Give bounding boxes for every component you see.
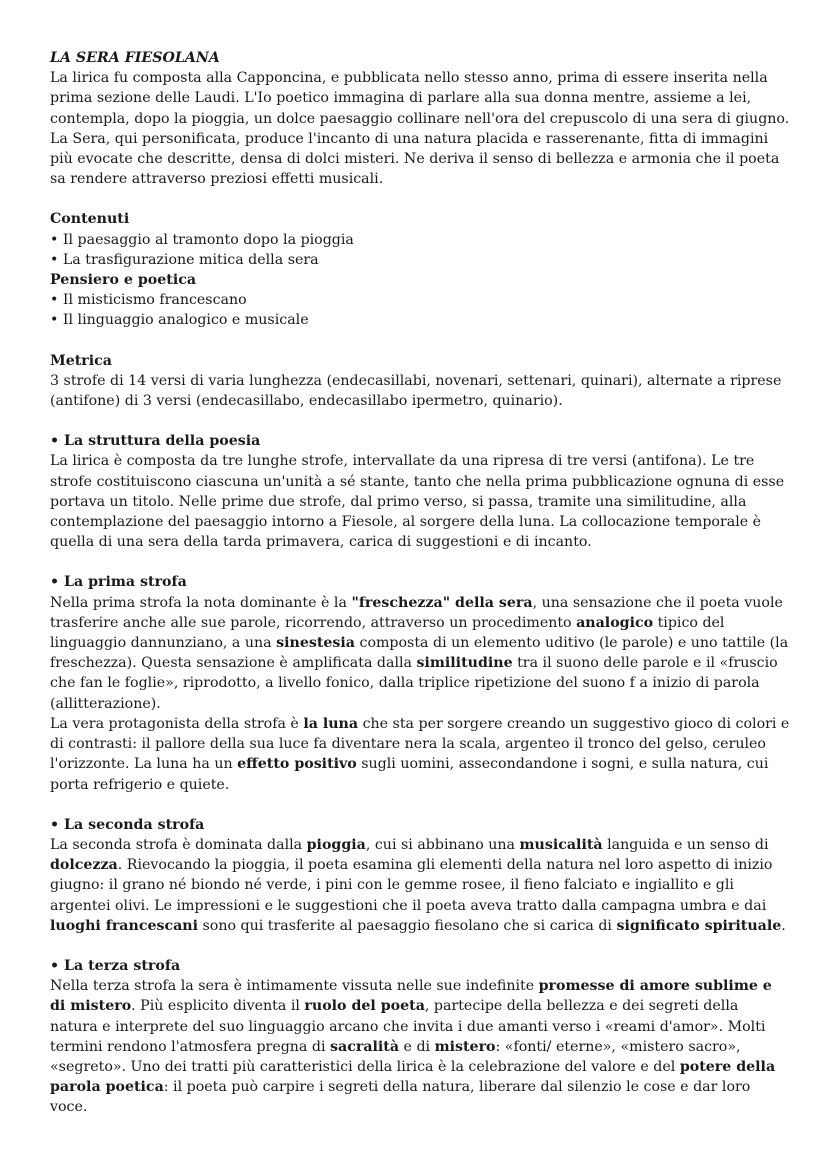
contenuti-list: [50, 230, 790, 270]
struttura-heading: • La struttura della poesia: [50, 433, 261, 450]
terza-strofa-paragraph: Nella terza strofa la sera è intimamente vissuta nelle sue indefinite promesse di amore sublime e di mistero. Più esplicito diventa il ruolo del poeta, partecipe della bellezza e dei segreti della natura e interprete del suo linguaggio arcano che invita i due amanti verso i «reami d'amor». Molti termini rendono l'atmosfera pregna di sacralità e di mistero: «fonti/ eterne», «mistero sacro», «segreto». Uno dei tratti più caratteristici della lirica è la celebrazione del valore e del potere della parola poetica: il poeta può carpire i segreti della natura, liberare dal silenzio le cose e dar loro voce.: [50, 978, 776, 1116]
list-item: • Il linguaggio analogico e musicale: [50, 310, 790, 330]
contenuti-heading: Contenuti: [50, 211, 130, 228]
prima-strofa-paragraph-1: Nella prima strofa la nota dominante è la "freschezza" della sera, una sensazione che il poeta vuole trasferire anche alle sue parole, ricorrendo, attraverso un procedimento analogico tipico del linguaggio dannunziano, a una sinestesia composta di un elemento uditivo (le parole) e uno tattile (la freschezza). Questa sensazione è amplificata dalla similitudine tra il suono delle parole e il «fruscio che fan le foglie», riprodotto, a livello fonico, dalla triplice ripetizione del suono f a inizio di parola (allitterazione).: [50, 594, 789, 712]
metrica-heading: Metrica: [50, 352, 112, 369]
document-title: LA SERA FIESOLANA: [50, 50, 220, 66]
metrica-paragraph: 3 strofe di 14 versi di varia lunghezza (endecasillabi, novenari, settenari, quinari), alternate a riprese (antifone) di 3 versi (endecasillabo, endecasillabo ipermetro, quinario).: [50, 372, 782, 410]
pensiero-heading: Pensiero e poetica: [50, 272, 197, 289]
terza-strofa-heading: • La terza strofa: [50, 957, 181, 974]
document-page: [50, 48, 790, 1118]
list-item: • Il paesaggio al tramonto dopo la pioggia: [50, 230, 790, 250]
prima-strofa-paragraph-2: La vera protagonista della strofa è la luna che sta per sorgere creando un suggestivo gioco di colori e di contrasti: il pallore della sua luce fa diventare nera la scala, argenteo il tronco del gelso, ceruleo l'orizzonte. La luna ha un effetto positivo sugli uomini, assecondandone i sogni, e sulla natura, cui porta refrigerio e quiete.: [50, 715, 790, 793]
seconda-strofa-heading: • La seconda strofa: [50, 816, 205, 833]
prima-strofa-heading: • La prima strofa: [50, 574, 187, 591]
seconda-strofa-paragraph: La seconda strofa è dominata dalla pioggia, cui si abbinano una musicalità languida e un senso di dolcezza. Rievocando la pioggia, il poeta esamina gli elementi della natura nel loro aspetto di inizio giugno: il grano né biondo né verde, i pini con le gemme rosee, il fieno falciato e ingiallito e gli argentei olivi. Le impressioni e le suggestioni che il poeta aveva tratto dalla campagna umbra e dai luoghi francescani sono qui trasferite al paesaggio fiesolano che si carica di significato spirituale.: [50, 836, 786, 934]
pensiero-list: [50, 290, 790, 330]
struttura-paragraph: La lirica è composta da tre lunghe strofe, intervallate da una ripresa di tre versi (antifona). Le tre strofe costituiscono ciascuna un'unità a sé stante, tanto che nella prima pubblicazione ognuna di esse portava un titolo. Nelle prime due strofe, dal primo verso, si passa, tramite una similitudine, alla contemplazione del paesaggio intorno a Fiesole, al sorgere della luna. La collocazione temporale è quella di una sera della tarda primavera, carica di suggestioni e di incanto.: [50, 453, 785, 551]
intro-paragraph: La lirica fu composta alla Capponcina, e pubblicata nello stesso anno, prima di essere inserita nella prima sezione delle Laudi. L'Io poetico immagina di parlare alla sua donna mentre, assieme a lei, contempla, dopo la pioggia, un dolce paesaggio collinare nell'ora del crepuscolo di una sera di giugno. La Sera, qui personificata, produce l'incanto di una natura placida e rasserenante, fitta di immagini più evocate che descritte, densa di dolci misteri. Ne deriva il senso di bellezza e armonia che il poeta sa rendere attraverso preziosi effetti musicali.: [50, 70, 790, 188]
list-item: • La trasfigurazione mitica della sera: [50, 250, 790, 270]
list-item: • Il misticismo francescano: [50, 290, 790, 310]
